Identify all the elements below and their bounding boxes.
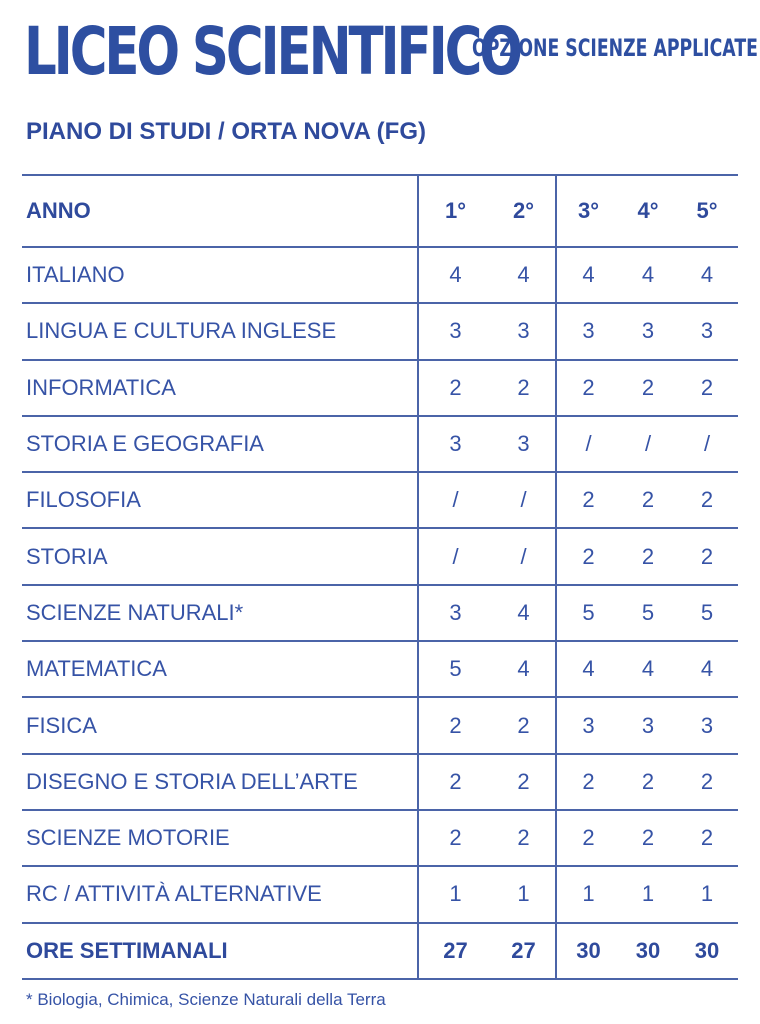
hours-cell: 2 <box>676 360 738 416</box>
subject-cell: STORIA E GEOGRAFIA <box>22 416 418 472</box>
hours-cell: 3 <box>620 697 676 753</box>
subject-cell: FILOSOFIA <box>22 472 418 528</box>
hours-cell: 3 <box>556 303 620 359</box>
hours-cell: 2 <box>676 810 738 866</box>
hours-cell: / <box>418 528 492 584</box>
hours-cell: 2 <box>620 472 676 528</box>
table-row <box>22 754 738 810</box>
year-header: 5° <box>676 175 738 247</box>
subject-cell: STORIA <box>22 528 418 584</box>
hours-cell: 4 <box>620 247 676 303</box>
subject-cell: LINGUA E CULTURA INGLESE <box>22 303 418 359</box>
hours-cell: 3 <box>676 697 738 753</box>
hours-cell: 3 <box>418 303 492 359</box>
table-row <box>22 247 738 303</box>
hours-cell: 5 <box>418 641 492 697</box>
year-header: 3° <box>556 175 620 247</box>
hours-cell: 2 <box>418 810 492 866</box>
hours-cell: 27 <box>418 923 492 979</box>
table-row <box>22 641 738 697</box>
hours-cell: 2 <box>676 472 738 528</box>
hours-cell: 3 <box>492 416 556 472</box>
footnote: * Biologia, Chimica, Scienze Naturali della Terra <box>26 990 386 1009</box>
header-label: ANNO <box>22 175 418 247</box>
table-header-row <box>22 175 738 247</box>
hours-cell: / <box>418 472 492 528</box>
hours-cell: / <box>620 416 676 472</box>
table-row <box>22 303 738 359</box>
hours-cell: 4 <box>492 641 556 697</box>
subject-cell: INFORMATICA <box>22 360 418 416</box>
hours-cell: 4 <box>492 247 556 303</box>
subject-cell: SCIENZE MOTORIE <box>22 810 418 866</box>
subject-cell: ORE SETTIMANALI <box>22 923 418 979</box>
hours-cell: 30 <box>556 923 620 979</box>
subject-cell: DISEGNO E STORIA DELL’ARTE <box>22 754 418 810</box>
subject-cell: ITALIANO <box>22 247 418 303</box>
hours-cell: 5 <box>676 585 738 641</box>
study-plan-table <box>22 174 738 980</box>
hours-cell: 3 <box>676 303 738 359</box>
hours-cell: 30 <box>620 923 676 979</box>
hours-cell: 4 <box>492 585 556 641</box>
hours-cell: 2 <box>492 810 556 866</box>
total-row <box>22 923 738 979</box>
hours-cell: 3 <box>620 303 676 359</box>
hours-cell: 2 <box>620 360 676 416</box>
hours-cell: 5 <box>556 585 620 641</box>
hours-cell: 3 <box>418 585 492 641</box>
hours-cell: 4 <box>556 247 620 303</box>
hours-cell: 2 <box>676 754 738 810</box>
hours-cell: 2 <box>676 528 738 584</box>
hours-cell: 3 <box>556 697 620 753</box>
hours-cell: / <box>556 416 620 472</box>
hours-cell: 27 <box>492 923 556 979</box>
hours-cell: 1 <box>492 866 556 922</box>
table-row <box>22 472 738 528</box>
page-title: LICEO SCIENTIFICO <box>24 13 520 90</box>
hours-cell: 3 <box>418 416 492 472</box>
table-row <box>22 866 738 922</box>
hours-cell: 1 <box>418 866 492 922</box>
hours-cell: 3 <box>492 303 556 359</box>
hours-cell: 4 <box>676 247 738 303</box>
hours-cell: / <box>492 472 556 528</box>
hours-cell: 2 <box>620 528 676 584</box>
subject-cell: RC / ATTIVITÀ ALTERNATIVE <box>22 866 418 922</box>
year-header: 2° <box>492 175 556 247</box>
table-row <box>22 697 738 753</box>
table-row <box>22 416 738 472</box>
hours-cell: 4 <box>620 641 676 697</box>
hours-cell: 1 <box>556 866 620 922</box>
hours-cell: / <box>676 416 738 472</box>
hours-cell: / <box>492 528 556 584</box>
hours-cell: 4 <box>418 247 492 303</box>
hours-cell: 2 <box>556 810 620 866</box>
hours-cell: 2 <box>556 472 620 528</box>
section-heading: PIANO DI STUDI / ORTA NOVA (FG) <box>26 118 426 145</box>
hours-cell: 2 <box>418 697 492 753</box>
hours-cell: 2 <box>492 697 556 753</box>
subject-cell: FISICA <box>22 697 418 753</box>
year-header: 1° <box>418 175 492 247</box>
hours-cell: 2 <box>620 810 676 866</box>
table-row <box>22 585 738 641</box>
hours-cell: 4 <box>676 641 738 697</box>
hours-cell: 2 <box>492 754 556 810</box>
subject-cell: MATEMATICA <box>22 641 418 697</box>
year-header: 4° <box>620 175 676 247</box>
hours-cell: 2 <box>492 360 556 416</box>
hours-cell: 30 <box>676 923 738 979</box>
table-row <box>22 810 738 866</box>
hours-cell: 2 <box>556 528 620 584</box>
table-row <box>22 360 738 416</box>
hours-cell: 2 <box>418 360 492 416</box>
subject-cell: SCIENZE NATURALI* <box>22 585 418 641</box>
page-subtitle: OPZIONE SCIENZE APPLICATE <box>472 34 758 62</box>
hours-cell: 2 <box>418 754 492 810</box>
hours-cell: 4 <box>556 641 620 697</box>
hours-cell: 1 <box>620 866 676 922</box>
hours-cell: 2 <box>556 754 620 810</box>
hours-cell: 2 <box>620 754 676 810</box>
hours-cell: 1 <box>676 866 738 922</box>
hours-cell: 5 <box>620 585 676 641</box>
hours-cell: 2 <box>556 360 620 416</box>
table-row <box>22 528 738 584</box>
